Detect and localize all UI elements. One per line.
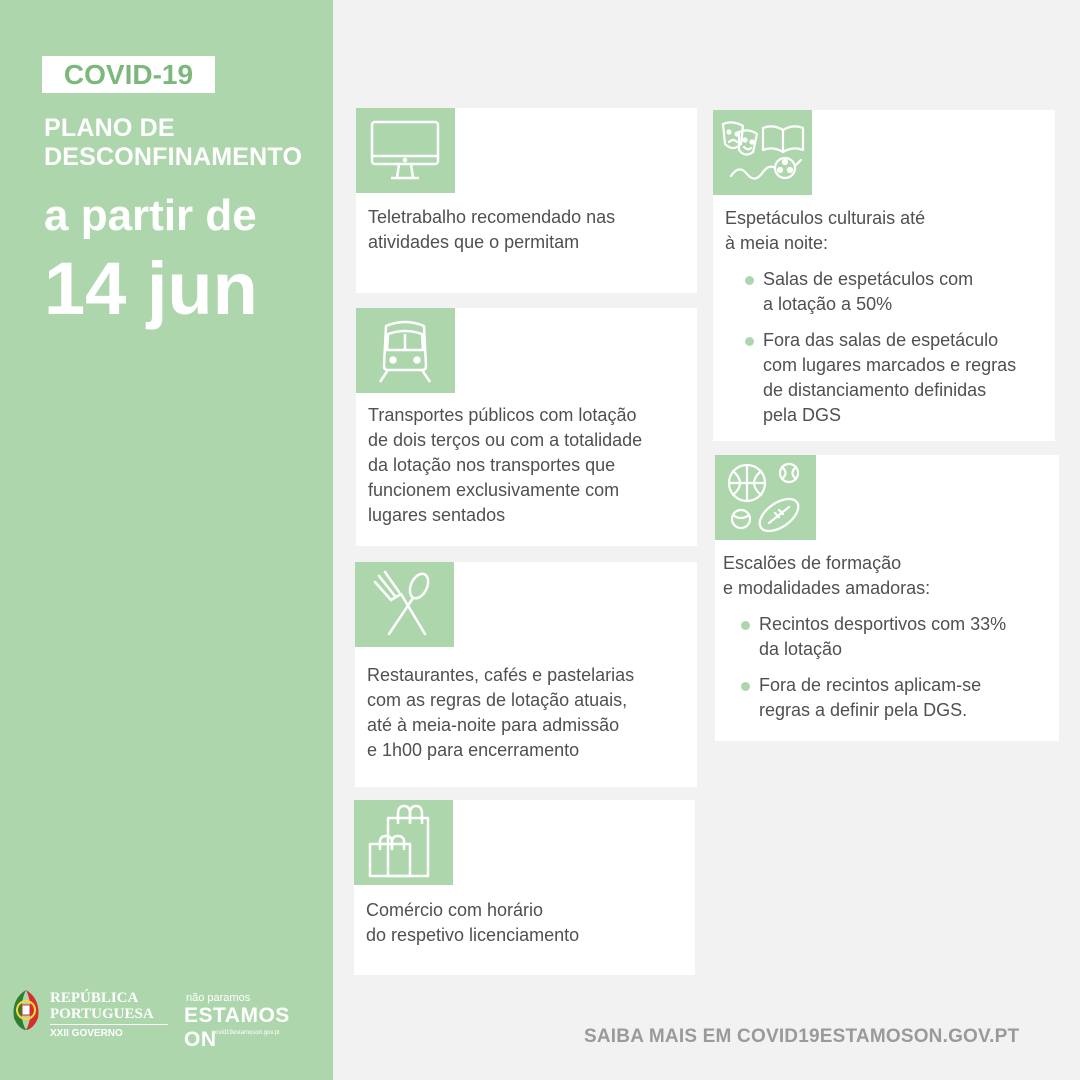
bullet-text-line: com lugares marcados e regras [763,355,1017,375]
bullet-text-line: da lotação [759,639,843,659]
plan-title-line2: DESCONFINAMENTO [44,143,303,171]
shopping-bags-icon [354,800,453,885]
republica-portuguesa-text [50,990,154,1022]
card-text [723,551,930,601]
list-item [739,612,1006,662]
card-transportes [356,308,697,546]
card-text-line: com as regras de lotação atuais, [367,690,628,710]
card-icon-box [715,455,816,540]
card-text [367,663,634,763]
card-text-line: Teletrabalho recomendado nas [368,207,616,227]
bullet-text-line: regras a definir pela DGS. [759,700,968,720]
plan-title-line1: PLANO DE [44,114,175,142]
card-text [725,206,925,256]
card-icon-box [713,110,812,195]
card-text-line: Comércio com horário [366,900,544,920]
card-text-line: e 1h00 para encerramento [367,740,580,760]
eo-url: covid19estamoson.gov.pt [212,1030,280,1036]
subtitle: a partir de [44,191,257,240]
rp-line2: PORTUGUESA [50,1006,154,1022]
governo-label: XXII GOVERNO [50,1028,123,1039]
date-heading: 14 jun [44,247,258,330]
covid-tag: COVID-19 [42,56,215,93]
bullet-text-line: Salas de espetáculos com [763,269,974,289]
train-icon [356,308,455,393]
card-teletrabalho [356,108,697,293]
card-escaloes [715,455,1059,741]
culture-icon [713,110,812,195]
card-text-line: de dois terços ou com a totalidade [368,430,643,450]
list-item [743,328,1016,428]
card-text-line: do respetivo licenciamento [366,925,580,945]
bullet-text-line: Fora das salas de espetáculo [763,330,999,350]
bullet-text-line: de distanciamento definidas [763,380,987,400]
card-text-line: até à meia-noite para admissão [367,715,620,735]
cutlery-icon [355,562,454,647]
card-text [368,205,615,255]
card-icon-box [355,562,454,647]
divider [50,1024,168,1025]
sports-balls-icon [715,455,814,540]
bullet-text-line: Fora de recintos aplicam-se [759,675,982,695]
monitor-icon [356,108,455,193]
card-text-line: Escalões de formação [723,553,902,573]
card-text-line: Transportes públicos com lotação [368,405,637,425]
card-text-line: atividades que o permitam [368,232,580,252]
more-info-link[interactable]: SAIBA MAIS EM COVID19ESTAMOSON.GOV.PT [584,1026,1020,1047]
portugal-emblem-icon [10,988,42,1032]
card-icon-box [356,108,455,193]
card-espetaculos [713,110,1055,441]
list-item [743,267,1016,317]
card-restaurantes [355,562,697,787]
bullet-list [743,267,1016,439]
republica-portuguesa-logo [10,988,170,1048]
rp-line1: REPÚBLICA [50,990,139,1006]
left-panel [0,0,333,1080]
card-text-line: da lotação nos transportes que [368,455,616,475]
eo-wordmark: ESTAMOS ON [184,1004,290,1051]
card-text-line: lugares sentados [368,505,506,525]
estamos-on-logo [184,992,324,1051]
card-text-line: à meia noite: [725,233,829,253]
bullet-text-line: Recintos desportivos com 33% [759,614,1007,634]
card-text-line: Restaurantes, cafés e pastelarias [367,665,635,685]
card-text [366,898,579,948]
card-text-line: e modalidades amadoras: [723,578,931,598]
plan-title [44,114,334,172]
bullet-text-line: pela DGS [763,405,842,425]
card-comercio [354,800,695,975]
card-icon-box [354,800,453,885]
card-text-line: funcionem exclusivamente com [368,480,620,500]
bullet-list [739,612,1006,734]
bullet-text-line: a lotação a 50% [763,294,893,314]
card-icon-box [356,308,455,393]
eo-tagline: não paramos [186,992,251,1004]
list-item [739,673,1006,723]
card-text [368,403,642,528]
card-text-line: Espetáculos culturais até [725,208,926,228]
